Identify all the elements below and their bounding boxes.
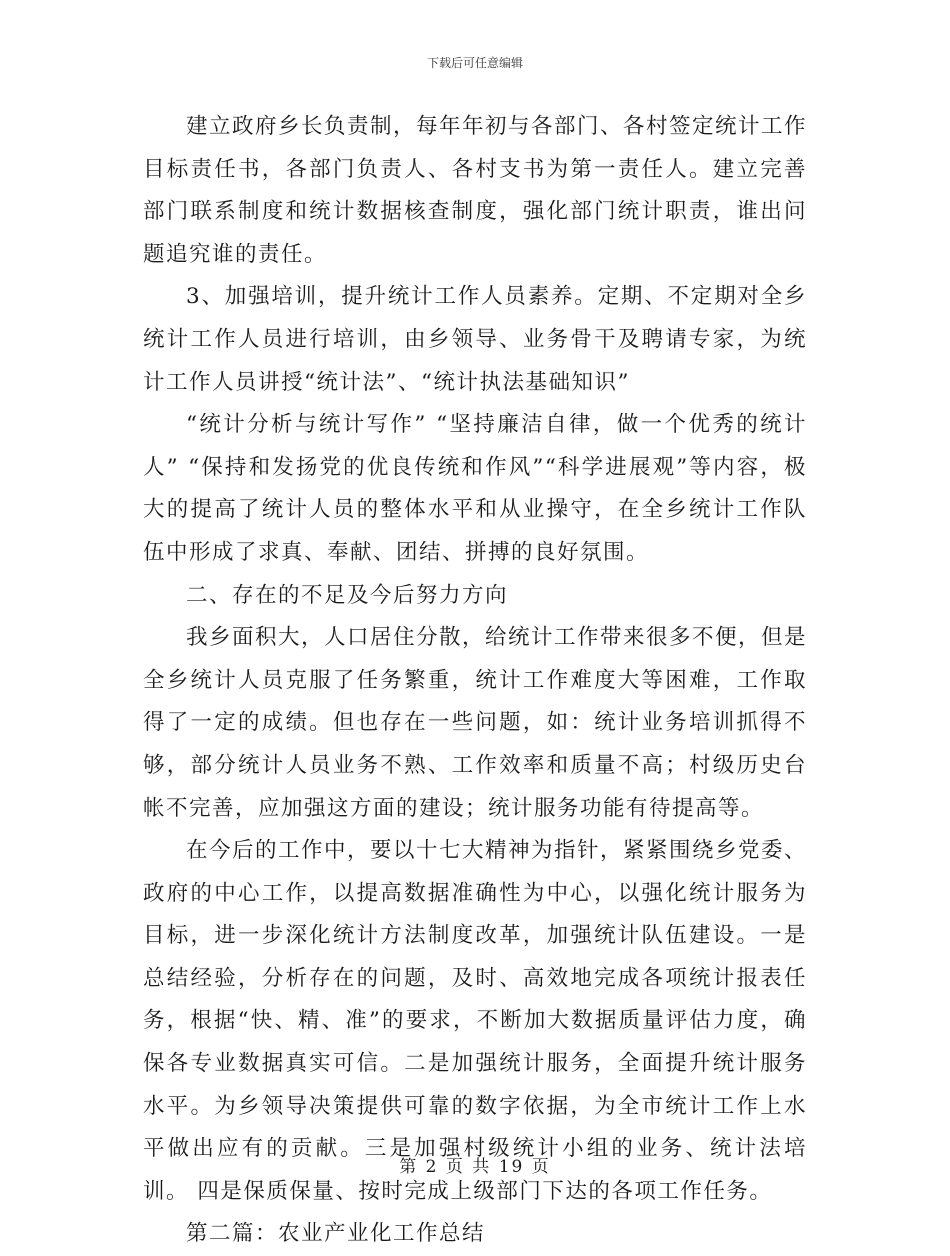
page-number: 第 2 页 共 19 页 [399,1157,551,1177]
page-header-note: 下载后可任意编辑 [426,56,523,70]
paragraph-future-work: 在今后的工作中，要以十七大精神为指针，紧紧围绕乡党委、政府的中心工作，以提高数据准确性为中心，以强化统计服务为目标，进一步深化统计方法制度改革，加强统计队伍建设。一是总结经验，分析存在的问题，及时、高效地完成各项统计报表任务，根据“快、精、准”的要求，不断加大数据质量评估力度，确保各专业数据真实可信。二是加强统计服务，全面提升统计服务水平。为乡领导决策提供可靠的数字依据，为全市统计工作上水平做出应有的贡献。三是加强村级统计小组的业务、统计法培训。 四是保质保量、按时完成上级部门下达的各项工作任务。 [143,838,808,1204]
paragraph-responsibility-system: 建立政府乡长负责制，每年年初与各部门、各村签定统计工作目标责任书，各部门负责人、各村支书为第一责任人。建立完善部门联系制度和统计数据核查制度，强化部门统计职责，谁出问题追究谁的责任。 [143,114,808,267]
chapter-heading-second: 第二篇：农业产业化工作总结 [186,1221,486,1247]
paragraph-training: 3、加强培训，提升统计工作人员素养。定期、不定期对全乡统计工作人员进行培训，由乡领导、业务骨干及聘请专家，为统计工作人员讲授“统计法”、“统计执法基础知识” [143,284,807,395]
document-body [143,106,807,1256]
section-heading-shortcomings: 二、存在的不足及今后努力方向 [186,582,509,608]
paragraph-problems: 我乡面积大，人口居住分散，给统计工作带来很多不便，但是全乡统计人员克服了任务繁重，统计工作难度大等困难，工作取得了一定的成绩。但也存在一些问题，如：统计业务培训抓得不够，部分统计人员业务不熟、工作效率和质量不高；村级历史台帐不完善，应加强这方面的建设；统计服务功能有待提高等。 [143,625,808,821]
paragraph-training-topics: “统计分析与统计写作” “坚持廉洁自律，做一个优秀的统计人” “保持和发扬党的优良传统和作风”“科学进展观”等内容，极大的提高了统计人员的整体水平和从业操守，在全乡统计工作队伍中形成了求真、奉献、团结、拼搏的良好氛围。 [143,412,807,565]
